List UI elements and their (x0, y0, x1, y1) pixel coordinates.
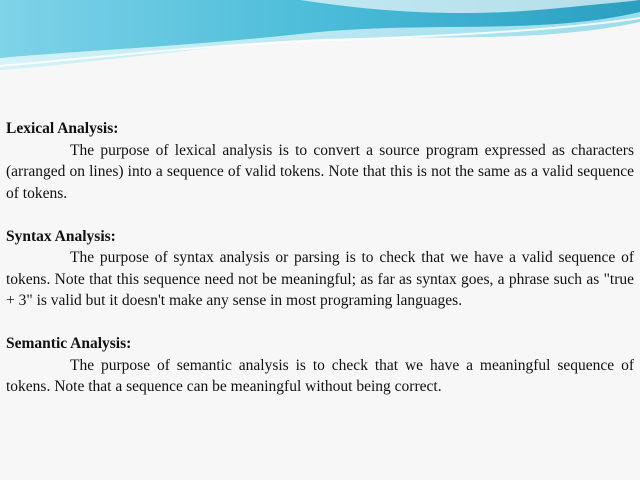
document-body (6, 118, 634, 419)
section-title: Lexical Analysis: (6, 120, 119, 137)
decorative-wave-banner (0, 0, 640, 80)
section-lexical-analysis (6, 118, 634, 204)
section-paragraph: The purpose of syntax analysis or parsing is to check that we have a valid sequence of tokens. Note that this sequence need not be meaningful; as far as syntax goes, a phrase such as "true + 3" is valid but it doesn't make any sense in most programing languages. (6, 249, 634, 309)
section-paragraph: The purpose of lexical analysis is to convert a source program expressed as characters (arranged on lines) into a sequence of valid tokens. Note that this is not the same as a valid sequence of tokens. (6, 141, 634, 202)
section-syntax-analysis (6, 226, 634, 312)
section-semantic-analysis (6, 333, 634, 398)
section-title: Semantic Analysis: (6, 335, 132, 352)
section-paragraph: The purpose of semantic analysis is to check that we have a meaningful sequence of tokens. Note that a sequence can be meaningful without being correct. (6, 356, 634, 395)
section-title: Syntax Analysis: (6, 227, 116, 245)
